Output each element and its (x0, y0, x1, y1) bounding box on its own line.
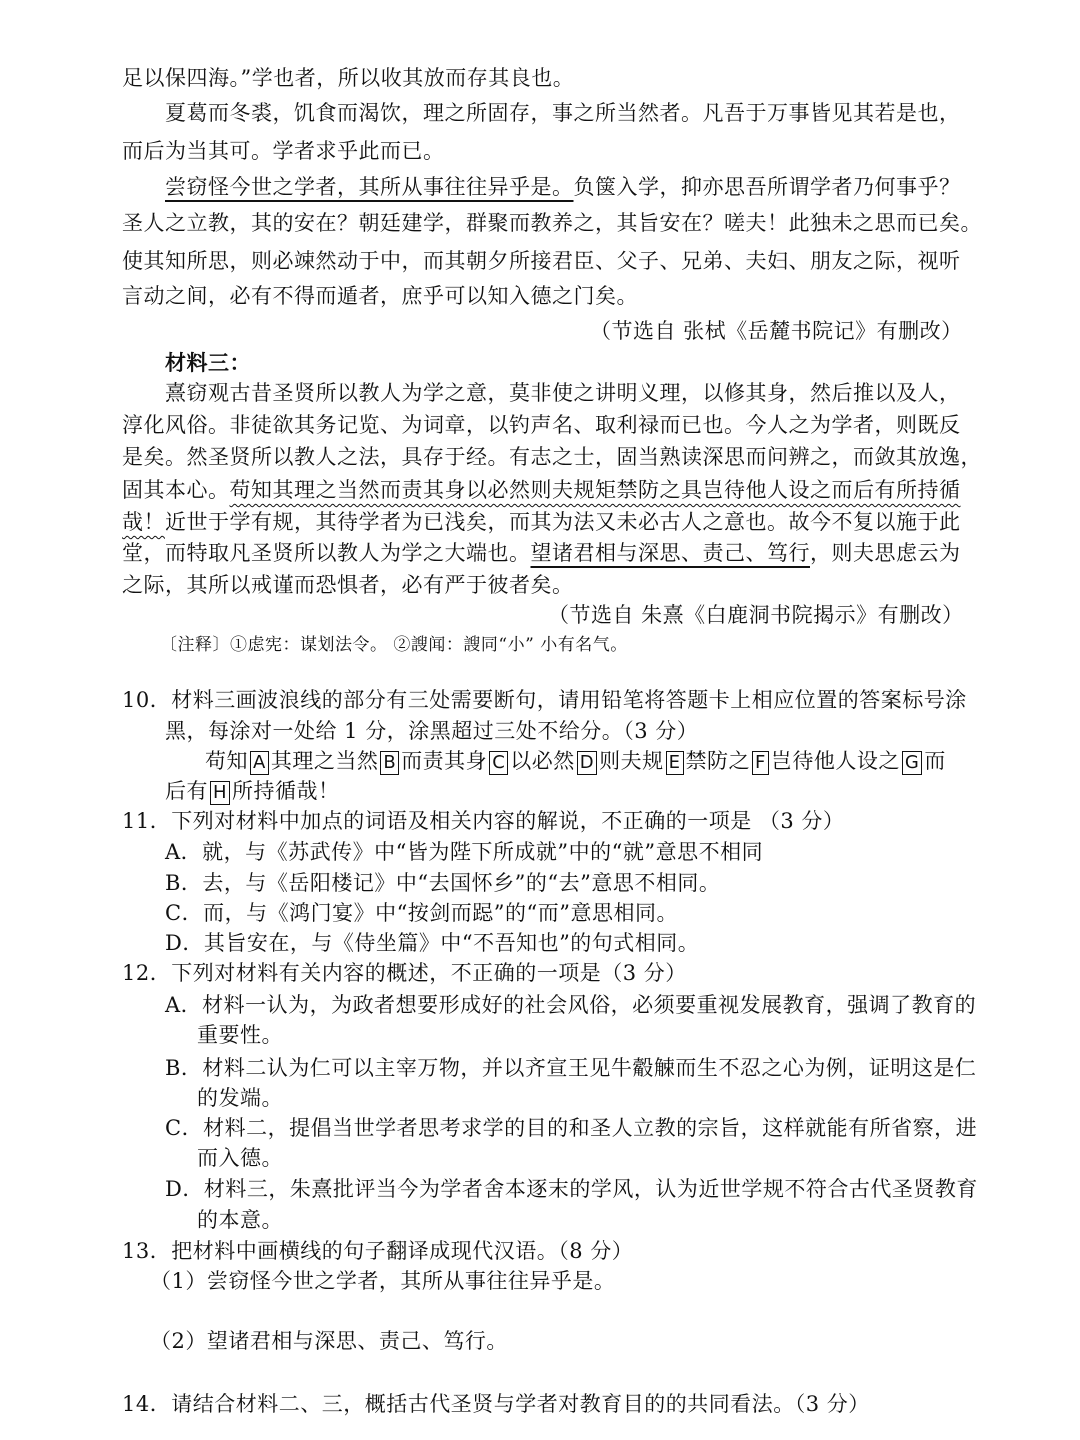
wavy-underlined-text: 哉！ (122, 510, 165, 534)
text-segment: 堂，而特取凡圣贤所以教人为学之大端也。 (122, 541, 531, 565)
source-citation: （节选自 张栻《岳麓书院记》有删改） (590, 319, 963, 343)
text-segment: 岂待他人设之 (770, 749, 900, 773)
underlined-sentence: 望诸君相与深思、责己、笃行 (530, 541, 810, 565)
question-13-stem: 13．把材料中画横线的句子翻译成现代汉语。（8 分） (122, 1239, 634, 1263)
text-line (122, 507, 961, 537)
text-segment: 所持循哉！ (232, 779, 340, 803)
text-line (122, 538, 961, 568)
question-10-sentence (165, 776, 340, 806)
text-segment: 而责其身 (401, 749, 488, 773)
question-11-option-b[interactable]: B．去，与《岳阳楼记》中“去国怀乡”的“去”意思不相同。 (165, 871, 721, 895)
annotation-note: 〔注释〕①虑宪：谋划法令。 ②謏闻：謏同“小” 小有名气。 (160, 635, 628, 655)
text-segment: 禁防之 (685, 749, 751, 773)
answer-box-a[interactable]: A (250, 751, 269, 775)
text-line: 使其知所思，则必竦然动于中，而其朝夕所接君臣、父子、兄弟、夫妇、朋友之际，视听 (122, 249, 961, 273)
text-segment: 近世于学有规，其待学者为已浅矣，而其为法又未必古人之意也。故今不复以施于此 (165, 510, 961, 534)
question-11-stem: 11．下列对材料中加点的词语及相关内容的解说，不正确的一项是 （3 分） (122, 809, 845, 833)
question-13-item-2: （2）望诸君相与深思、责己、笃行。 (150, 1329, 508, 1353)
question-10-stem: 10．材料三画波浪线的部分有三处需要断句，请用铅笔将答题卡上相应位置的答案标号涂 (122, 688, 967, 712)
question-11-option-d[interactable]: D．其旨安在，与《侍坐篇》中“不吾知也”的句式相同。 (165, 931, 700, 955)
text-segment: 其理之当然 (270, 749, 379, 773)
question-14-stem: 14．请结合材料二、三，概括古代圣贤与学者对教育目的的共同看法。（3 分） (122, 1392, 870, 1416)
question-12-option-c-cont[interactable]: 而入德。 (197, 1146, 283, 1170)
text-line: 圣人之立教，其的安在？朝廷建学，群聚而教养之，其旨安在？嗟夫！此独未之思而已矣。 (122, 211, 982, 235)
text-line: 而后为当其可。学者求乎此而已。 (122, 139, 445, 163)
text-line (122, 475, 961, 505)
question-10-sentence (205, 746, 946, 776)
text-line: 夏葛而冬裘，饥食而渴饮，理之所固存，事之所当然者。凡吾于万事皆见其若是也， (165, 101, 961, 125)
text-line: 言动之间，必有不得而遁者，庶乎可以知入德之门矣。 (122, 284, 638, 308)
text-segment: 而 (924, 749, 946, 773)
answer-box-c[interactable]: C (489, 751, 508, 775)
section-heading: 材料三： (165, 350, 251, 375)
wavy-underlined-text: 苟知其理之当然而责其身以必然则夫规矩禁防之具岂待他人设之而后有所持循 (229, 478, 961, 502)
question-11-option-c[interactable]: C．而，与《鸿门宴》中“按剑而跽”的“而”意思相同。 (165, 901, 679, 925)
underlined-sentence: 尝窃怪今世之学者，其所从事往往异乎是。 (165, 175, 574, 199)
text-segment: 后有 (165, 779, 208, 803)
answer-box-e[interactable]: E (666, 751, 684, 775)
source-citation: （节选自 朱熹《白鹿洞书院揭示》有删改） (548, 603, 964, 627)
text-segment: 苟知 (205, 749, 248, 773)
question-12-stem: 12．下列对材料有关内容的概述，不正确的一项是（3 分） (122, 961, 687, 985)
question-12-option-d-cont[interactable]: 的本意。 (197, 1208, 283, 1232)
text-line: 熹窃观古昔圣贤所以教人为学之意，莫非使之讲明义理，以修其身，然后推以及人， (165, 381, 961, 405)
answer-box-d[interactable]: D (577, 751, 597, 775)
question-10-stem: 黑，每涂对一处给 1 分，涂黑超过三处不给分。（3 分） (165, 719, 699, 743)
text-segment: 固其本心。 (122, 478, 230, 502)
answer-box-g[interactable]: G (902, 751, 922, 775)
text-line: 之际，其所以戒谨而恐惧者，必有严于彼者矣。 (122, 573, 574, 597)
question-12-option-a[interactable]: A．材料一认为，为政者想要形成好的社会风俗，必须要重视发展教育，强调了教育的 (165, 993, 977, 1017)
answer-box-b[interactable]: B (380, 751, 399, 775)
question-12-option-b-cont[interactable]: 的发端。 (197, 1086, 283, 1110)
text-line (165, 172, 961, 202)
text-segment: ，则夫思虑云为 (810, 541, 961, 565)
text-segment: 则夫规 (599, 749, 664, 773)
question-13-item-1: （1）尝窃怪今世之学者，其所从事往往异乎是。 (150, 1269, 616, 1293)
question-12-option-c[interactable]: C．材料二，提倡当世学者思考求学的目的和圣人立教的宗旨，这样就能有所省察，进 (165, 1116, 978, 1140)
answer-box-f[interactable]: F (752, 751, 769, 775)
text-line: 是矣。然圣贤所以教人之法，具存于经。有志之士，固当熟读深思而问辨之，而敛其放逸， (122, 445, 982, 469)
text-segment: 以必然 (510, 749, 575, 773)
text-line: 足以保四海。”学也者，所以收其放而存其良也。 (122, 66, 575, 90)
question-12-option-b[interactable]: B．材料二认为仁可以主宰万物，并以齐宣王见牛觳觫而生不忍之心为例，证明这是仁 (165, 1056, 977, 1080)
text-line: 淳化风俗。非徒欲其务记览、为词章，以钓声名、取利禄而已也。今人之为学者，则既反 (122, 413, 961, 437)
question-12-option-d[interactable]: D．材料三，朱熹批评当今为学者舍本逐末的学风，认为近世学规不符合古代圣贤教育 (165, 1177, 978, 1201)
answer-box-h[interactable]: H (210, 781, 230, 805)
question-11-option-a[interactable]: A．就，与《苏武传》中“皆为陛下所成就”中的“就”意思不相同 (165, 840, 764, 864)
text-segment: 负箧入学，抑亦思吾所谓学者乃何事乎？ (573, 175, 961, 199)
question-12-option-a-cont[interactable]: 重要性。 (197, 1023, 283, 1047)
